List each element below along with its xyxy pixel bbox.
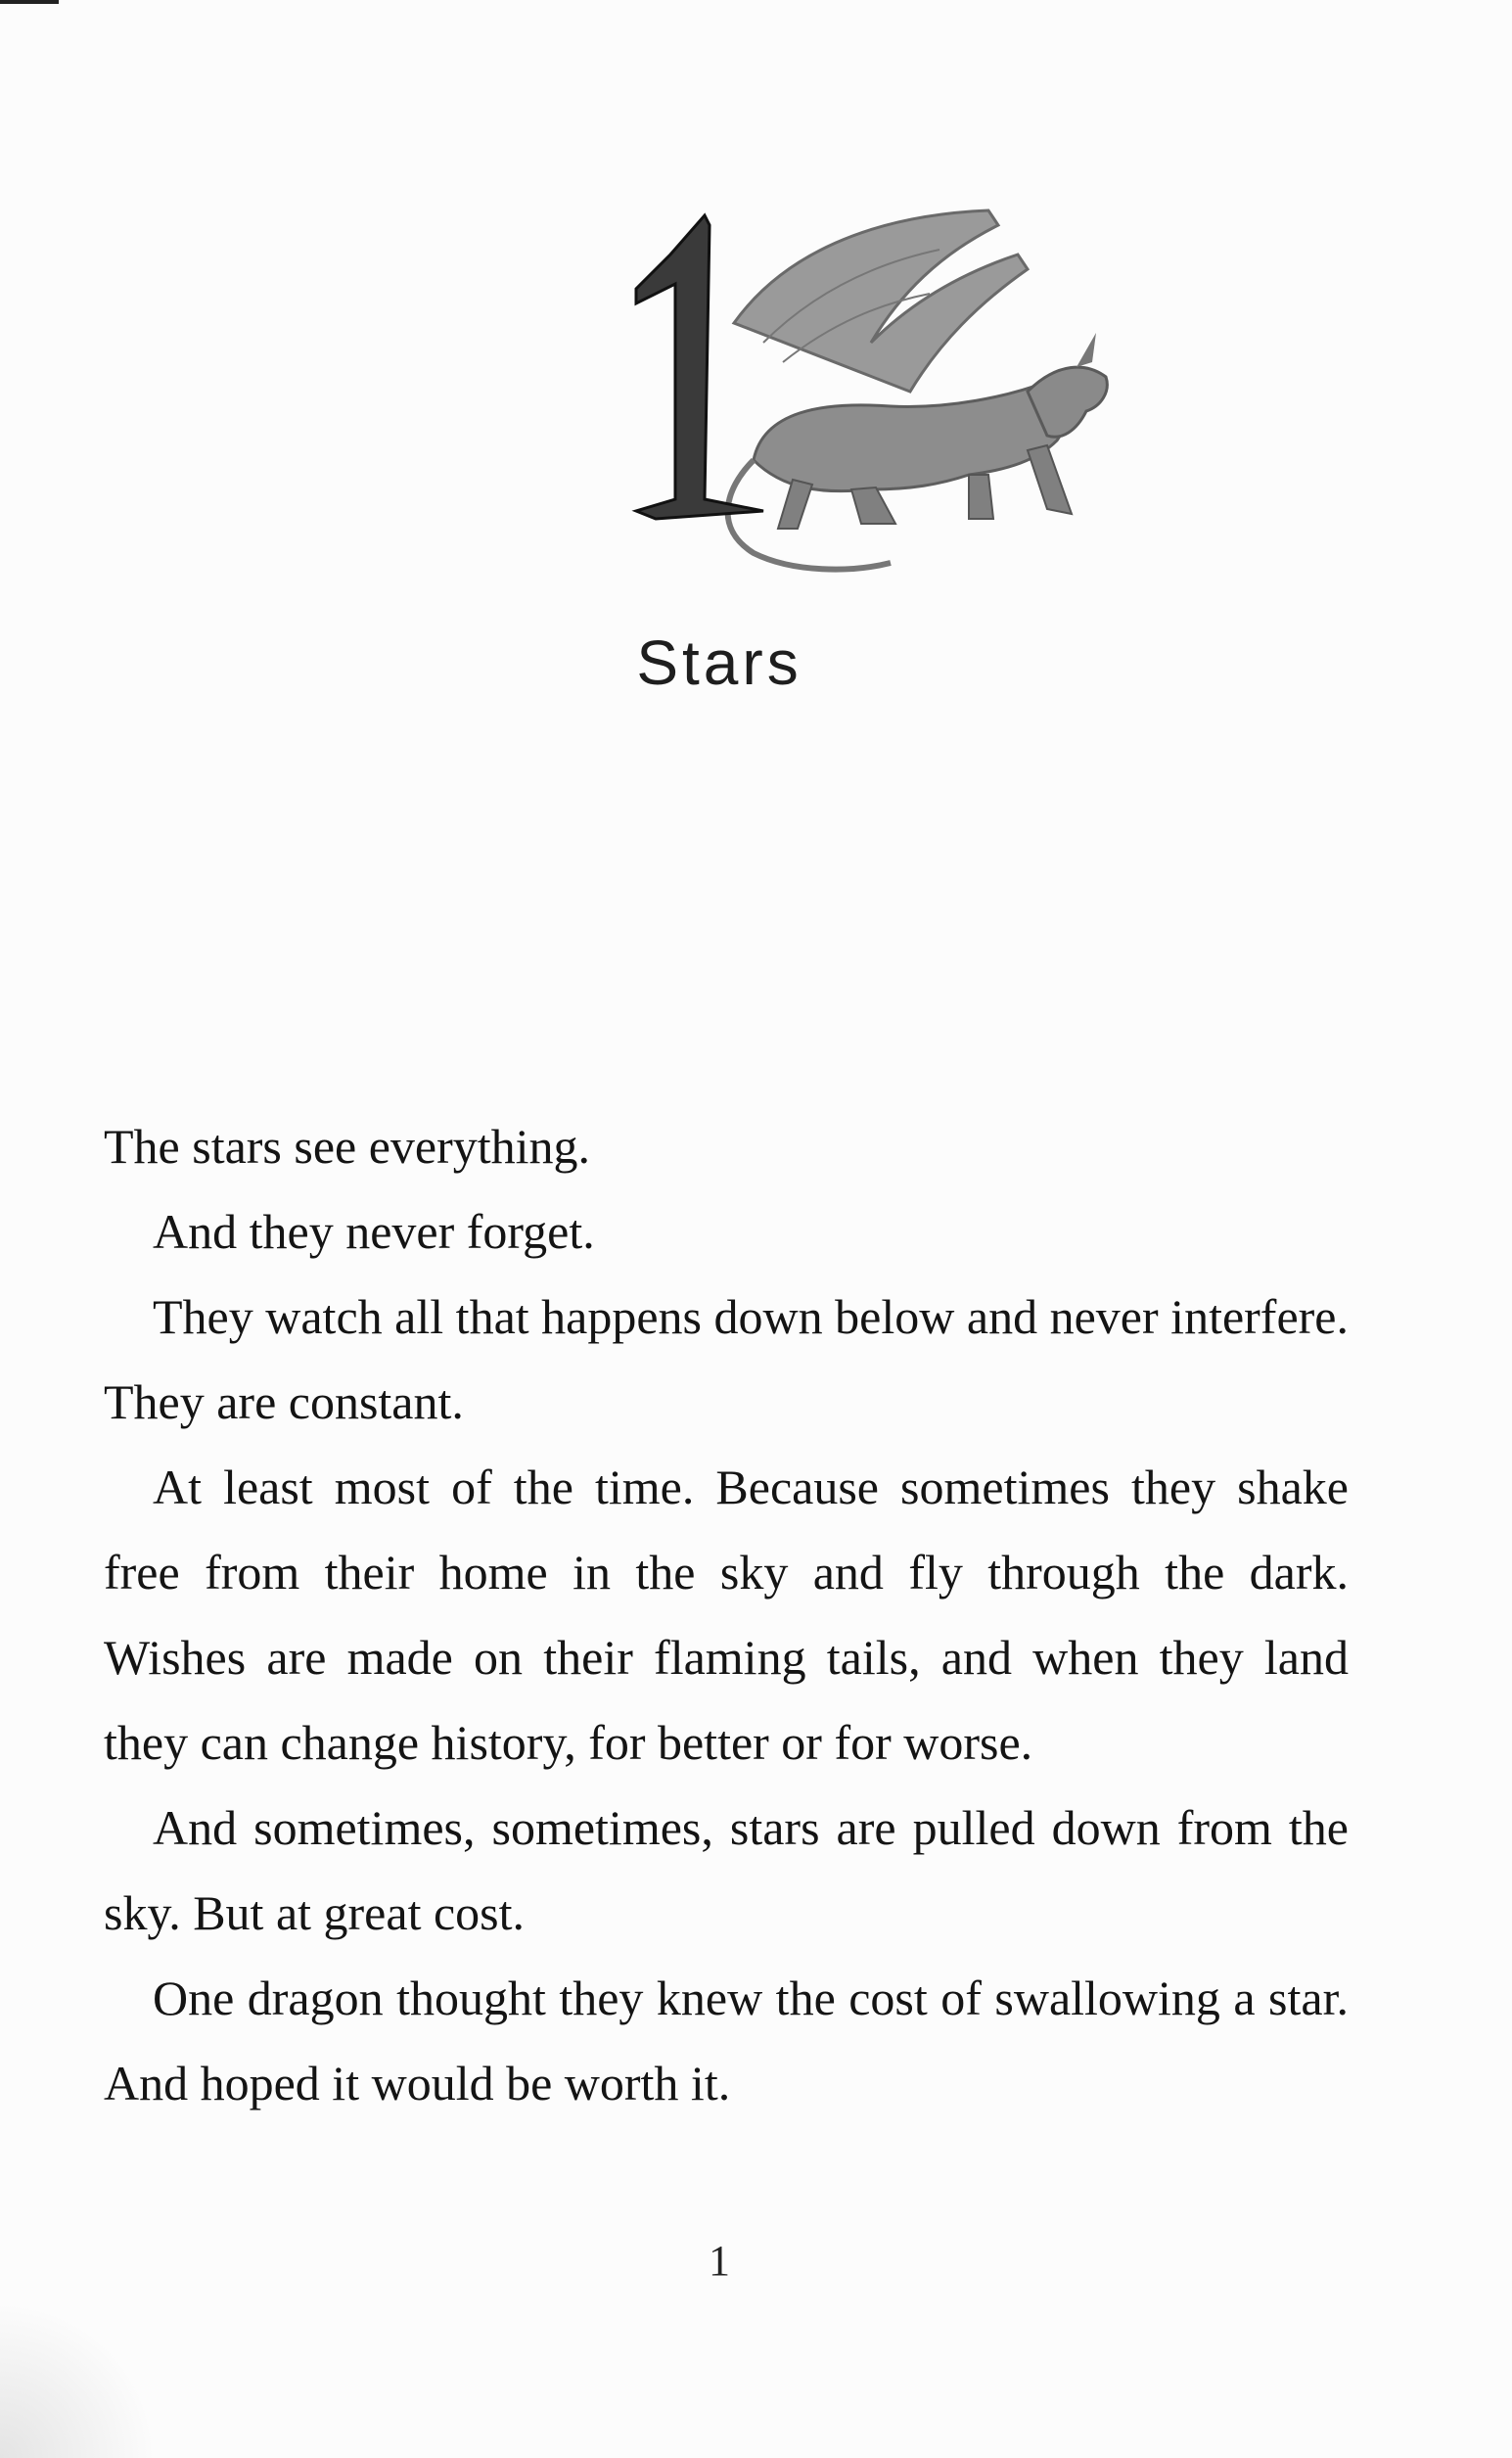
paragraph: And sometimes, sometimes, stars are pulled down from the sky. But at great cost. — [104, 1800, 1349, 1940]
paragraph: And they never forget. — [153, 1204, 595, 1259]
paragraph: The stars see everything. — [104, 1119, 591, 1174]
chapter-body — [104, 1104, 1349, 2126]
top-edge-rule — [0, 0, 59, 4]
page-corner-shadow — [0, 2301, 157, 2458]
dragon-icon — [617, 196, 1125, 587]
paragraph: One dragon thought they knew the cost of swallowing a star. And hoped it would be worth it. — [104, 1971, 1349, 2110]
chapter-title: Stars — [636, 627, 802, 698]
chapter-heading-art — [617, 196, 1125, 587]
paragraph: They watch all that happens down below and never interfere. They are constant. — [104, 1289, 1349, 1429]
paragraph: At least most of the time. Because sometimes they shake free from their home in the sky and fly through the dark. Wishes are made on their flaming tails, and when they land they can change history, for better or for worse. — [104, 1460, 1349, 1770]
page-number: 1 — [709, 2237, 730, 2285]
